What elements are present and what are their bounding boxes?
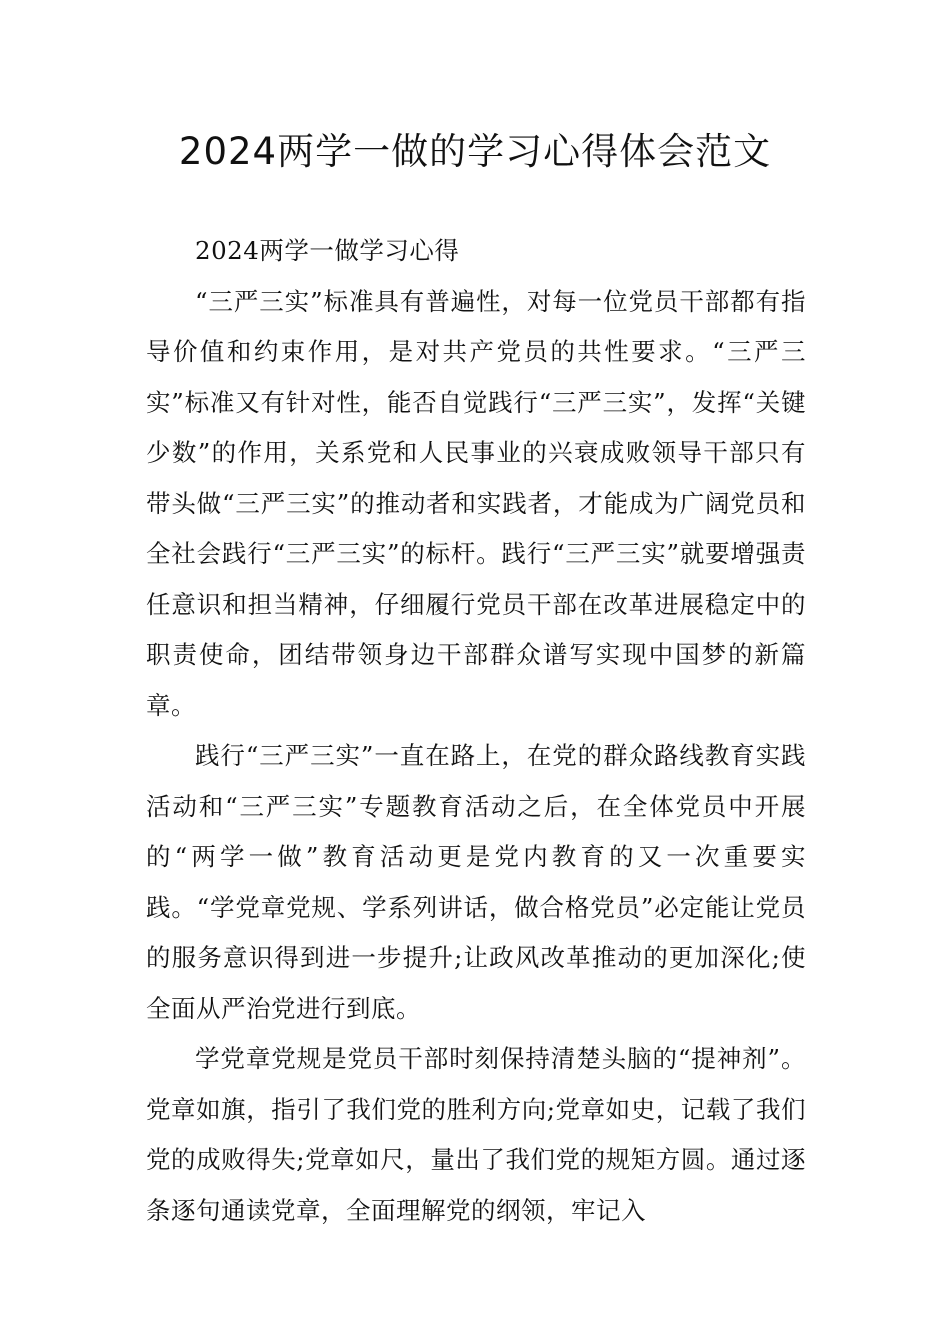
document-subtitle: 2024两学一做学习心得: [195, 236, 460, 265]
paragraph-1: “三严三实”标准具有普遍性，对每一位党员干部都有指导价值和约束作用，是对共产党员的共性要求。“三严三实”标准又有针对性，能否自觉践行“三严三实”，发挥“关键少数”的作用，关系党和人民事业的兴衰成败领导干部只有带头做“三严三实”的推动者和实践者，才能成为广阔党员和全社会践行“三严三实”的标杆。践行“三严三实”就要增强责任意识和担当精神，仔细履行党员干部在改革进展稳定中的职责使命，团结带领身边干部群众谱写实现中国梦的新篇章。: [146, 286, 806, 720]
document-title: 2024两学一做的学习心得体会范文: [178, 130, 772, 173]
paragraph-3: 学党章党规是党员干部时刻保持清楚头脑的“提神剂”。党章如旗，指引了我们党的胜利方向;党章如史，记载了我们党的成败得失;党章如尺，量出了我们党的规矩方圆。通过逐条逐句通读党章，全面理解党的纲领，牢记入: [146, 1044, 806, 1225]
document-body: [146, 226, 806, 1236]
paragraph-2: 践行“三严三实”一直在路上，在党的群众路线教育实践活动和“三严三实”专题教育活动之后，在全体党员中开展的“两学一做”教育活动更是党内教育的又一次重要实践。“学党章党规、学系列讲话，做合格党员”必定能让党员的服务意识得到进一步提升;让政风改革推动的更加深化;使全面从严治党进行到底。: [146, 741, 806, 1023]
